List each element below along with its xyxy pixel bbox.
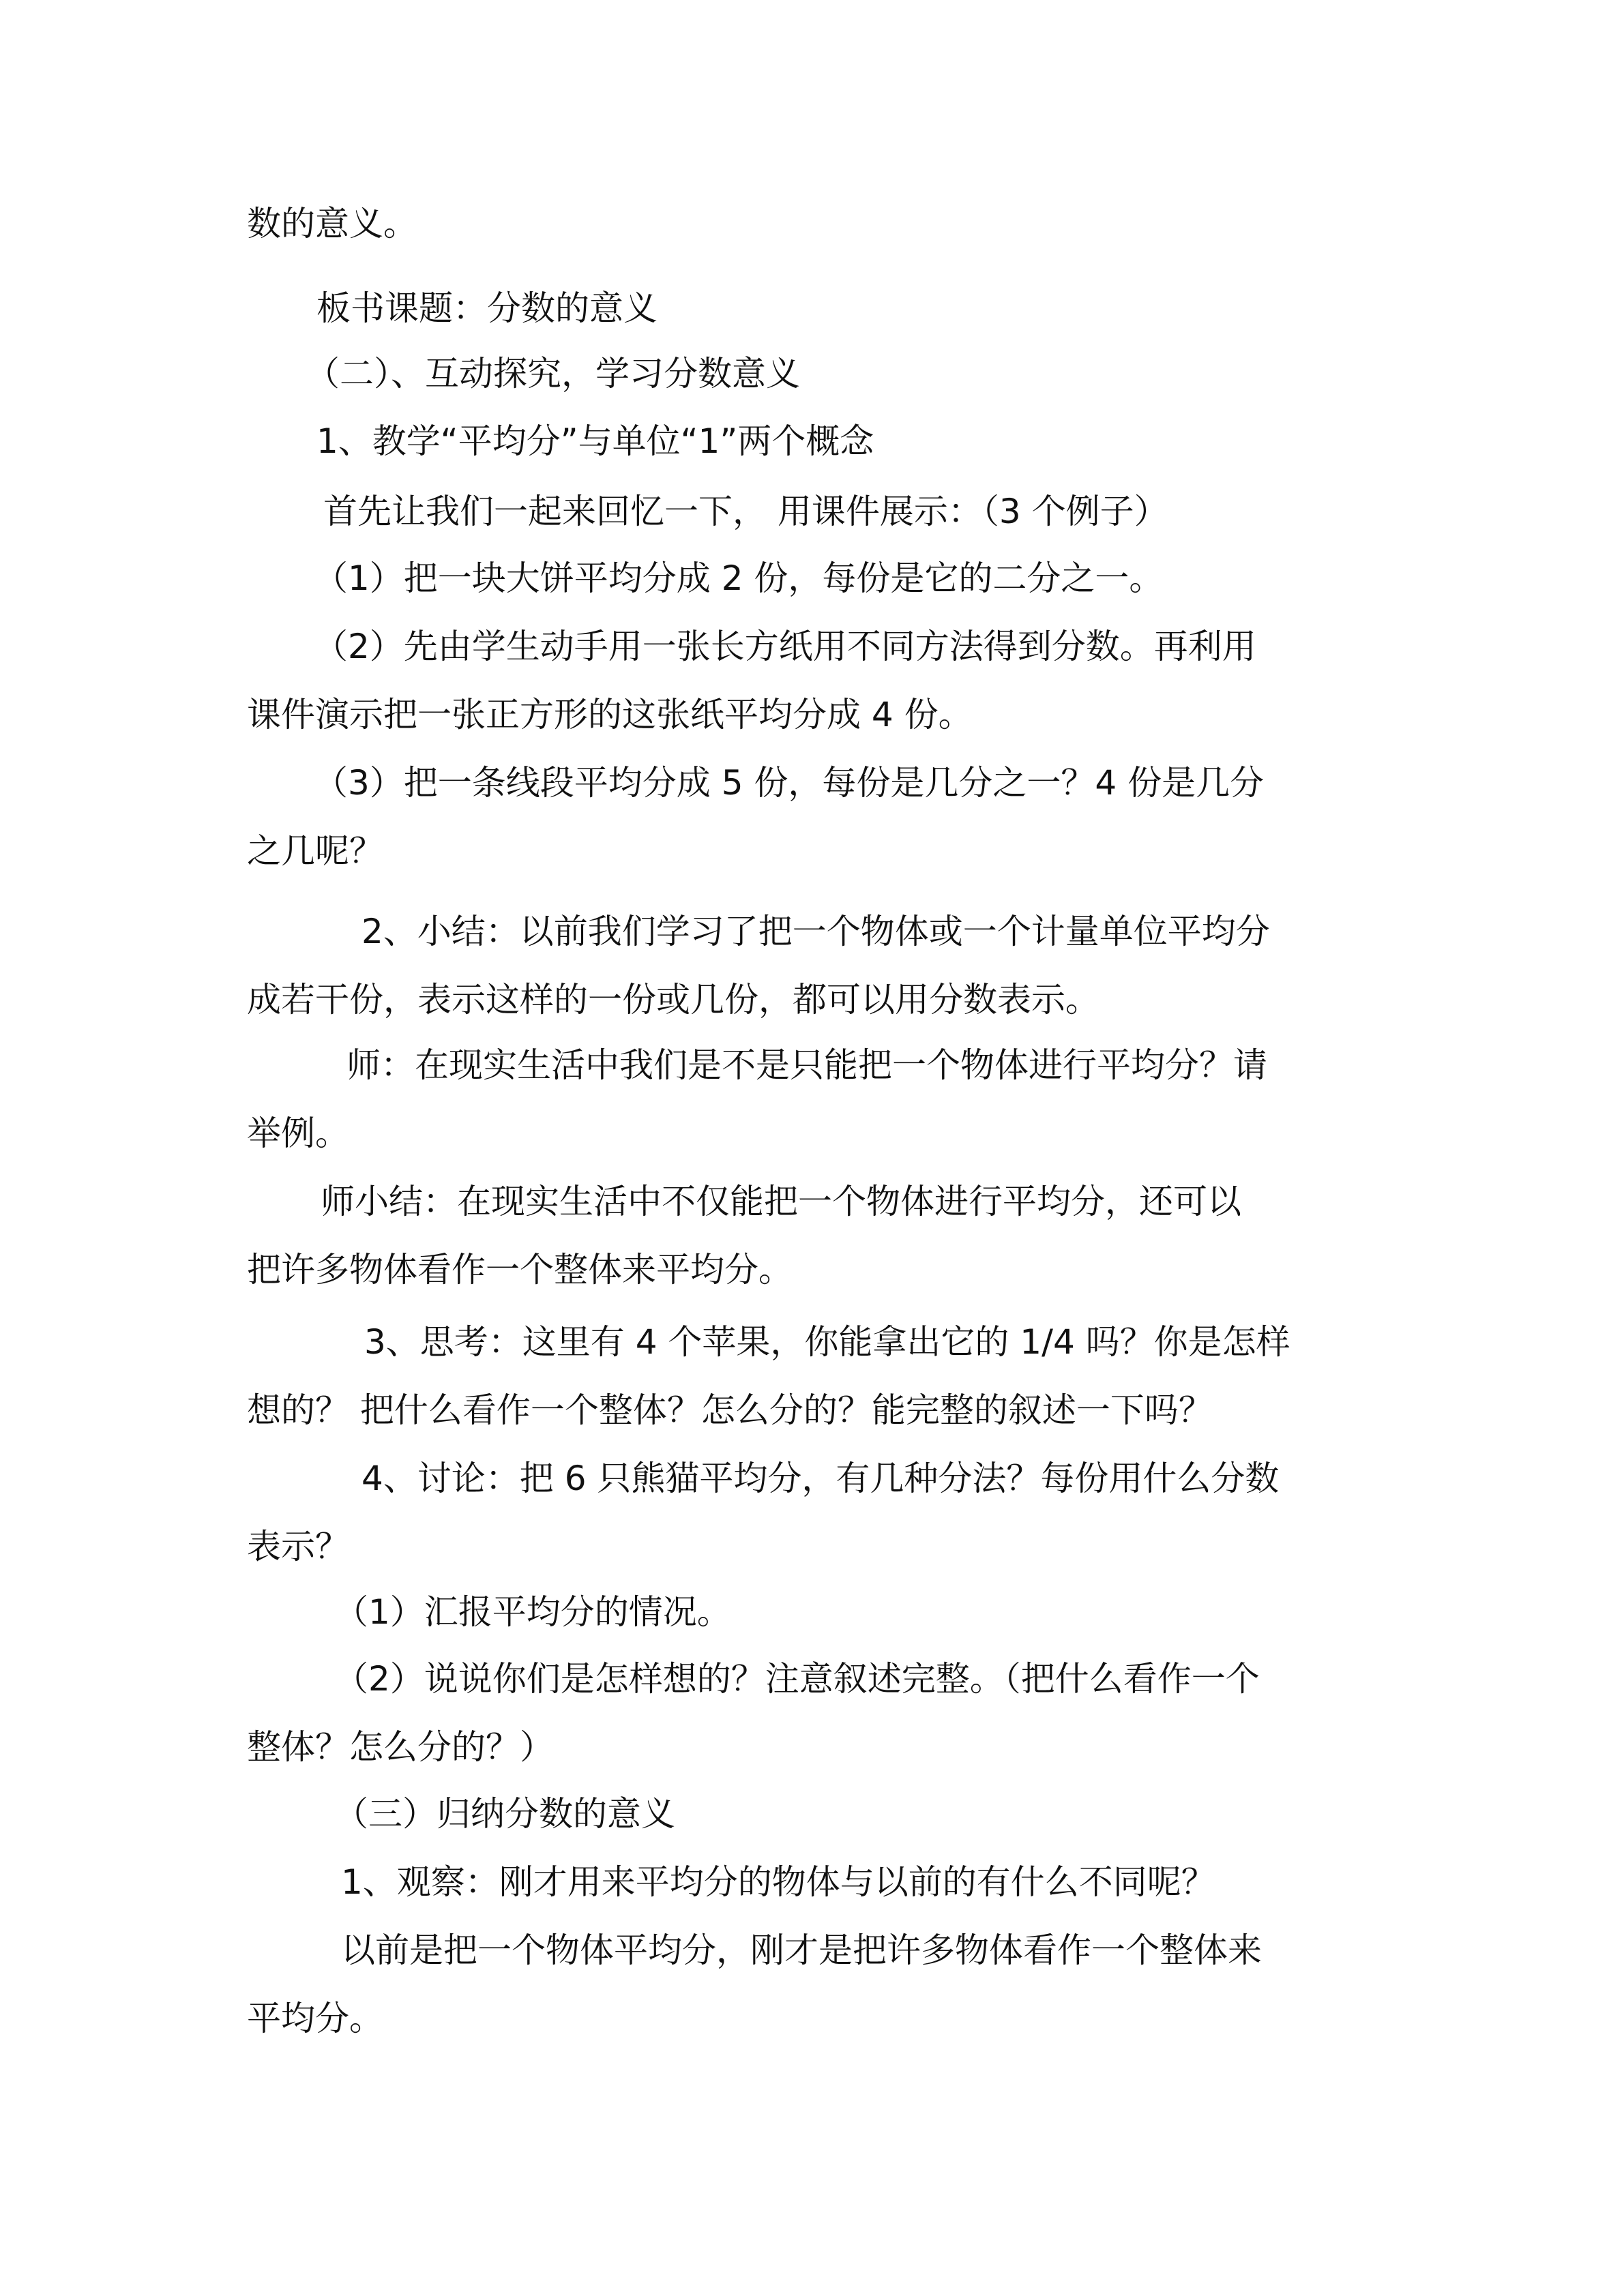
text-line-16: 把许多物体看作一个整体来平均分。 (247, 1250, 793, 1289)
text-line-15: 师小结：在现实生活中不仅能把一个物体进行平均分，还可以 (321, 1182, 1241, 1221)
text-line-26: 以前是把一个物体平均分，刚才是把许多物体看作一个整体来 (341, 1930, 1262, 1970)
text-line-23: 整体？怎么分的？） (247, 1727, 554, 1767)
text-line-22: （2）说说你们是怎样想的？注意叙述完整。（把什么看作一个 (334, 1659, 1260, 1699)
text-line-25: 1、观察：刚才用来平均分的物体与以前的有什么不同呢？ (341, 1862, 1215, 1902)
text-line-6: （1）把一块大饼平均分成 2 份，每份是它的二分之一。 (314, 558, 1164, 598)
text-line-14: 举例。 (247, 1114, 349, 1153)
text-line-8: 课件演示把一张正方形的这张纸平均分成 4 份。 (247, 695, 973, 734)
text-line-20: 表示？ (247, 1527, 349, 1566)
text-line-13: 师：在现实生活中我们是不是只能把一个物体进行平均分？请 (346, 1045, 1267, 1085)
text-line-4: 1、教学“平均分”与单位“1”两个概念 (316, 421, 874, 461)
text-line-5: 首先让我们一起来回忆一下， 用课件展示：（3 个例子） (323, 492, 1168, 531)
text-line-11: 2、小结：以前我们学习了把一个物体或一个计量单位平均分 (361, 912, 1270, 951)
section-heading-2: （二）、互动探究，学习分数意义 (306, 354, 800, 393)
text-line-10: 之几呢？ (247, 831, 383, 871)
text-line-1: 数的意义。 (247, 204, 417, 243)
text-line-17: 3、思考：这里有 4 个苹果，你能拿出它的 1/4 吗？你是怎样 (364, 1322, 1290, 1362)
section-heading-3: （三）归纳分数的意义 (334, 1794, 675, 1834)
text-line-9: （3）把一条线段平均分成 5 份，每份是几分之一？4 份是几分 (314, 763, 1265, 803)
text-line-12: 成若干份，表示这样的一份或几份，都可以用分数表示。 (247, 980, 1099, 1019)
text-line-27: 平均分。 (247, 1999, 383, 2038)
text-line-7: （2）先由学生动手用一张长方纸用不同方法得到分数。再利用 (314, 627, 1256, 666)
text-line-21: （1）汇报平均分的情况。 (334, 1592, 731, 1632)
text-line-18: 想的？ 把什么看作一个整体？怎么分的？能完整的叙述一下吗？ (247, 1390, 1213, 1430)
text-line-2: 板书课题：分数的意义 (316, 288, 658, 328)
text-line-19: 4、讨论：把 6 只熊猫平均分，有几种分法？每份用什么分数 (361, 1459, 1280, 1498)
